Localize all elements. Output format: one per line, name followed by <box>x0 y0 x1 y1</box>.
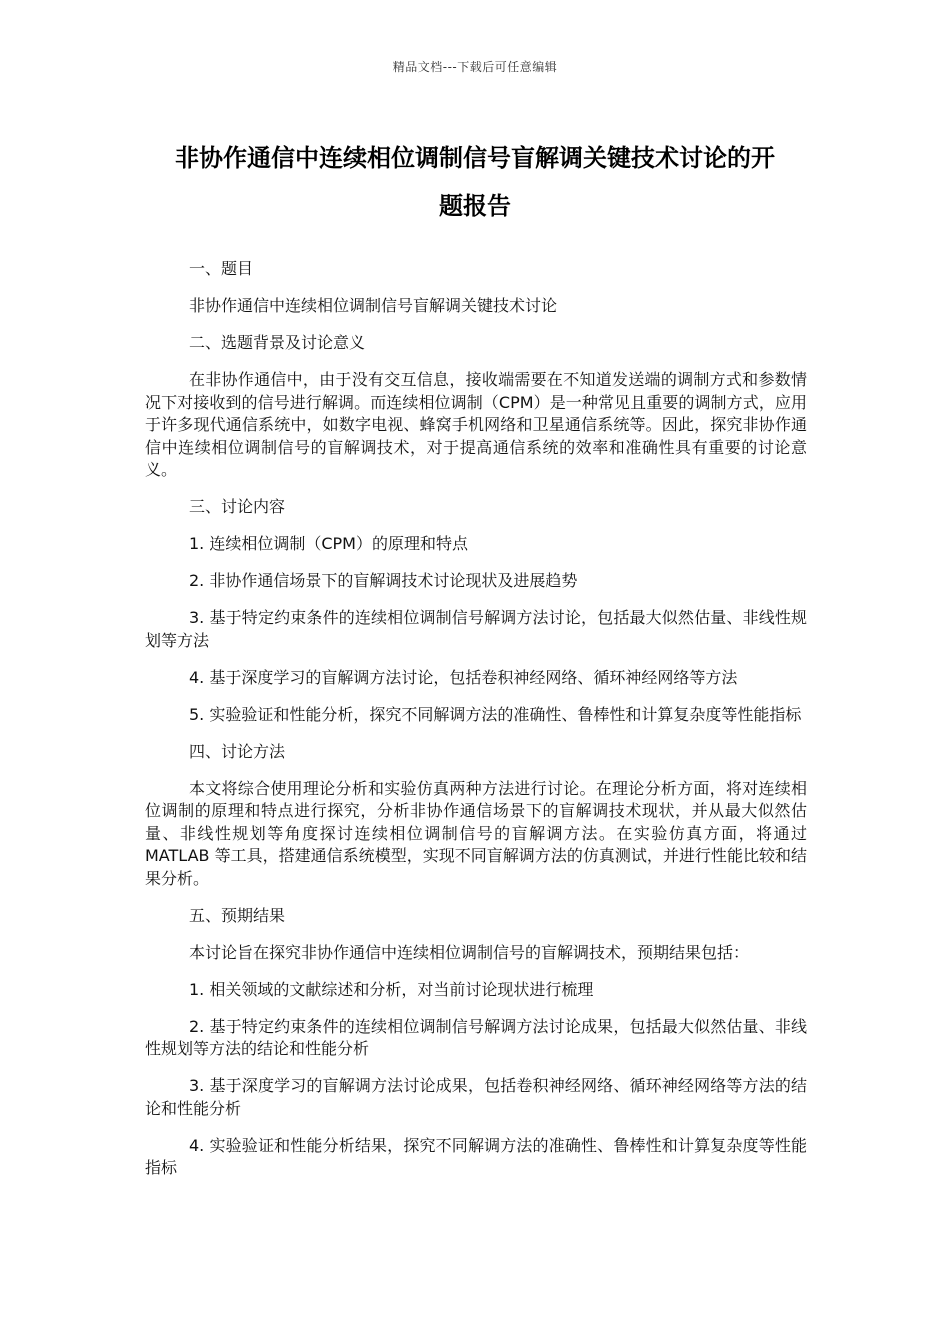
results-intro: 本讨论旨在探究非协作通信中连续相位调制信号的盲解调技术，预期结果包括： <box>189 942 750 962</box>
result-item-4: 4. 实验验证和性能分析结果，探究不同解调方法的准确性、鲁棒性和计算复杂度等性能指标 <box>145 1135 807 1177</box>
topic-text: 非协作通信中连续相位调制信号盲解调关键技术讨论 <box>189 296 558 315</box>
background-paragraph: 在非协作通信中，由于没有交互信息，接收端需要在不知道发送端的调制方式和参数情况下对接收到的信号进行解调。而连续相位调制（CPM）是一种常见且重要的调制方式，应用于许多现代通信系统中，如数字电视、蜂窝手机网络和卫星通信系统等。因此，探究非协作通信中连续相位调制信号的盲解调技术，对于提高通信系统的效率和准确性具有重要的讨论意义。 <box>145 370 807 479</box>
result-item-1: 1. 相关领域的文献综述和分析，对当前讨论现状进行梳理 <box>189 979 594 999</box>
section-heading-content: 三、讨论内容 <box>189 497 286 516</box>
document-title <box>150 134 800 230</box>
section-heading-method: 四、讨论方法 <box>189 741 286 761</box>
result-item-2: 2. 基于特定约束条件的连续相位调制信号解调方法讨论成果，包括最大似然估量、非线性规划等方法的结论和性能分析 <box>145 1016 807 1058</box>
content-item-3: 3. 基于特定约束条件的连续相位调制信号解调方法讨论，包括最大似然估量、非线性规划等方法 <box>145 608 807 650</box>
page-header: 精品文档---下载后可任意编辑 <box>392 60 558 74</box>
title-line-2: 题报告 <box>439 192 511 220</box>
section-heading-results: 五、预期结果 <box>189 905 286 925</box>
content-item-1: 1. 连续相位调制（CPM）的原理和特点 <box>189 534 468 553</box>
content-item-5: 5. 实验验证和性能分析，探究不同解调方法的准确性、鲁棒性和计算复杂度等性能指标 <box>189 704 802 724</box>
content-item-2: 2. 非协作通信场景下的盲解调技术讨论现状及进展趋势 <box>189 571 578 590</box>
method-paragraph: 本文将综合使用理论分析和实验仿真两种方法进行讨论。在理论分析方面，将对连续相位调制的原理和特点进行探究，分析非协作通信场景下的盲解调技术现状，并从最大似然估量、非线性规划等角度探讨连续相位调制信号的盲解调方法。在实验仿真方面，将通过 MATLAB 等工具，搭建通信系统模型，实现不同盲解调方法的仿真测试，并进行性能比较和结果分析。 <box>145 778 807 888</box>
content-item-4: 4. 基于深度学习的盲解调方法讨论，包括卷积神经网络、循环神经网络等方法 <box>189 667 738 687</box>
title-line-1: 非协作通信中连续相位调制信号盲解调关键技术讨论的开 <box>175 144 775 172</box>
document-body <box>145 258 807 1194</box>
section-heading-topic: 一、题目 <box>189 259 254 278</box>
result-item-3: 3. 基于深度学习的盲解调方法讨论成果，包括卷积神经网络、循环神经网络等方法的结论和性能分析 <box>145 1076 807 1118</box>
section-heading-background: 二、选题背景及讨论意义 <box>189 333 366 352</box>
